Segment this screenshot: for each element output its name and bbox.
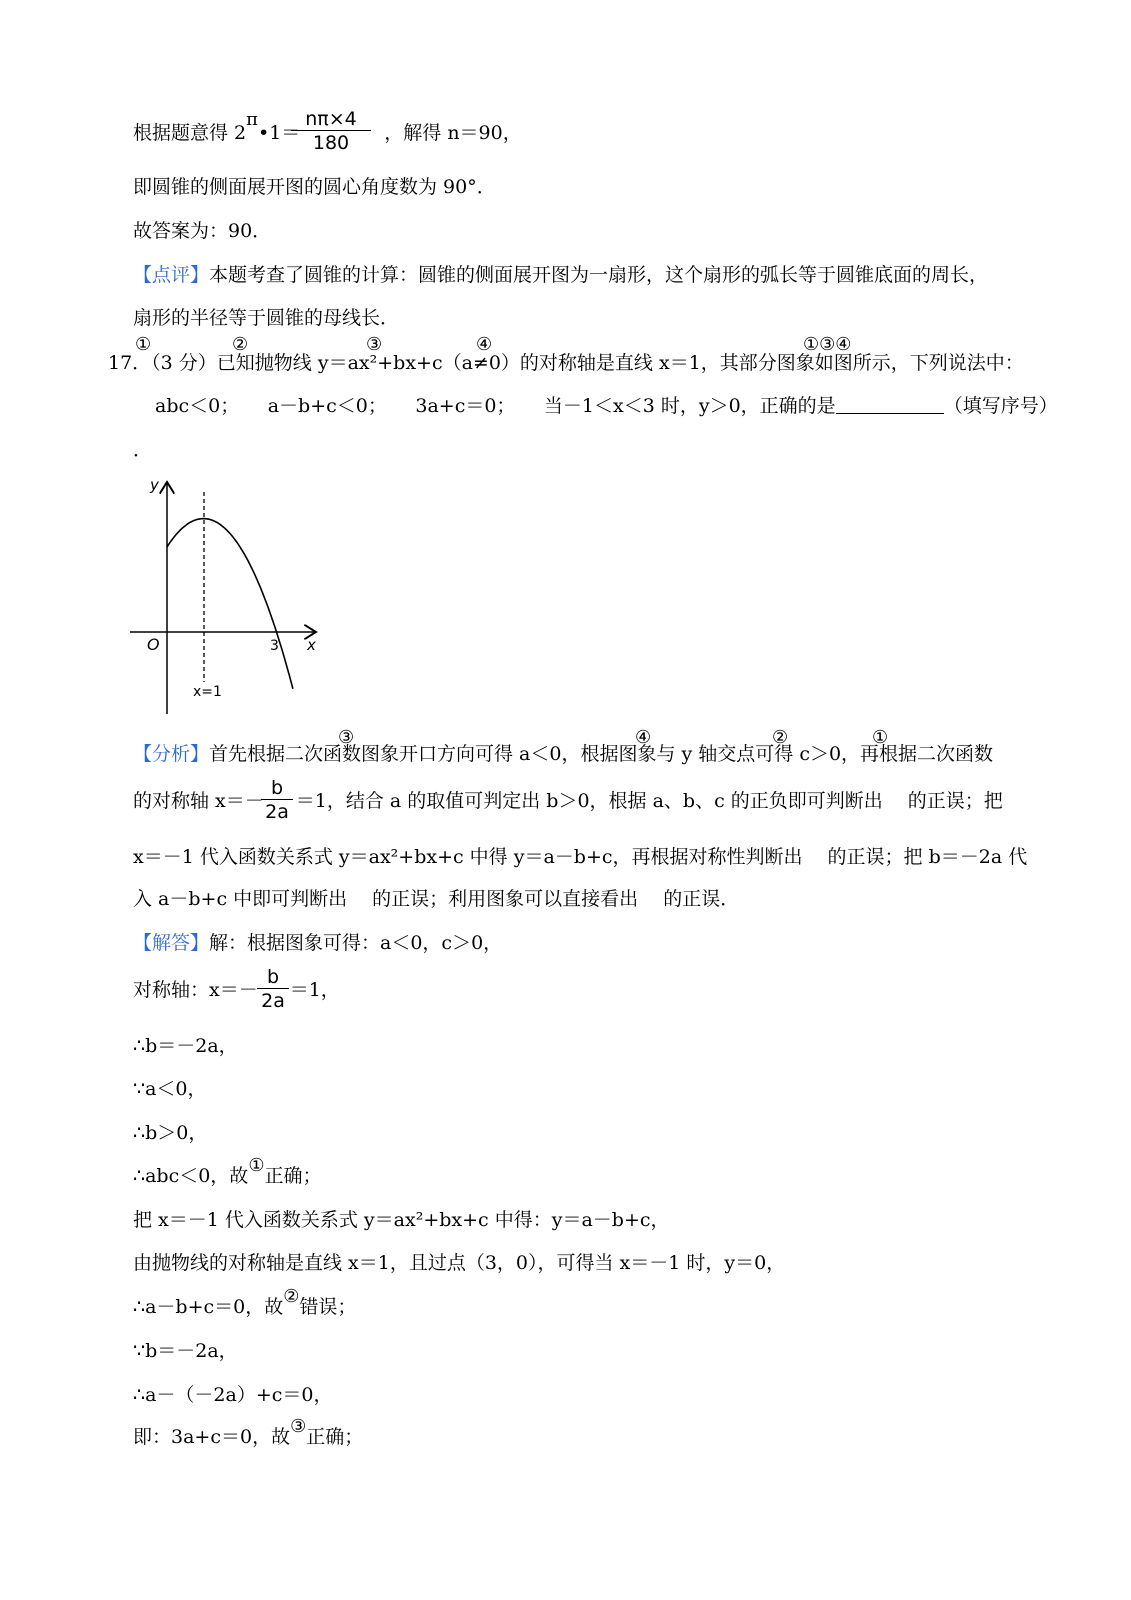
solution-s4 bbox=[133, 1155, 322, 1189]
solution-line-1 bbox=[133, 931, 502, 955]
solution-s1: ∴b＝－2a， bbox=[133, 1035, 238, 1057]
parabola-curve bbox=[167, 519, 293, 689]
solution-axis-line bbox=[133, 978, 340, 1002]
solution-s7-post: 错误； bbox=[299, 1296, 357, 1318]
q17-answer-marks: ①③④ bbox=[803, 334, 852, 355]
comment-line-1 bbox=[133, 263, 988, 287]
solution-first: 解：根据图象可得：a＜0，c＞0， bbox=[209, 932, 503, 954]
solution-s7-pre: ∴a－b+c＝0，故 bbox=[133, 1296, 284, 1318]
solution-fraction-denominator: 2a bbox=[261, 990, 285, 1012]
analysis-circle-4: ④ bbox=[635, 727, 652, 748]
solution-circle-3: ③ bbox=[290, 1416, 307, 1437]
q17-circle-4: ④ bbox=[476, 334, 493, 355]
analysis-text-2-pre: 的对称轴 x＝－ bbox=[133, 790, 264, 812]
analysis-fraction bbox=[261, 778, 293, 824]
solution-axis-pre: 对称轴：x＝－ bbox=[133, 979, 258, 1001]
parabola-graph bbox=[128, 474, 328, 719]
comment-text-1: 本题考查了圆锥的计算：圆锥的侧面展开图为一扇形，这个扇形的弧长等于圆锥底面的周长， bbox=[209, 264, 989, 286]
intro-fraction bbox=[291, 108, 371, 155]
analysis-line-4: 入 a－b+c 中即可判断出 的正误；利用图象可以直接看出 的正误． bbox=[133, 888, 740, 910]
solution-s2: ∵a＜0， bbox=[133, 1078, 207, 1100]
q17-options bbox=[155, 394, 1058, 418]
solution-circle-2: ② bbox=[283, 1286, 300, 1307]
solution-s8: ∵b＝－2a， bbox=[133, 1340, 238, 1362]
x-axis-label: x bbox=[307, 636, 316, 654]
q17-dot: ． bbox=[133, 439, 153, 461]
intro-suffix: ，解得 n＝90， bbox=[384, 122, 522, 144]
solution-s3: ∴b＞0， bbox=[133, 1122, 208, 1144]
root-label: 3 bbox=[270, 638, 279, 654]
solution-circle-1: ① bbox=[248, 1155, 265, 1176]
axis-equation-label: x=1 bbox=[193, 684, 222, 700]
solution-s10 bbox=[133, 1416, 364, 1450]
q17-circle-1: ① bbox=[135, 334, 152, 355]
solution-tag: 【解答】 bbox=[133, 932, 210, 954]
q17-stem: 17．（3 分）已知抛物线 y＝ax²+bx+c（a≠0）的对称轴是直线 x＝1，其部分图象如图所示，下列说法中： bbox=[108, 352, 1024, 374]
analysis-line-3: x＝－1 代入函数关系式 y＝ax²+bx+c 中得 y＝a－b+c，再根据对称性判断出 的正误；把 b＝－2a 代 bbox=[133, 846, 1028, 868]
analysis-circle-3: ③ bbox=[338, 727, 355, 748]
origin-label: O bbox=[147, 635, 160, 654]
answer-blank[interactable] bbox=[836, 395, 944, 414]
analysis-circle-2: ② bbox=[772, 727, 789, 748]
solution-s7 bbox=[133, 1286, 357, 1320]
comment-line-2: 扇形的半径等于圆锥的母线长． bbox=[133, 307, 400, 329]
solution-s4-post: 正确； bbox=[264, 1165, 322, 1187]
solution-s10-pre: 即：3a+c＝0，故 bbox=[133, 1426, 291, 1448]
y-axis-label: y bbox=[150, 476, 159, 494]
intro-prefix: 根据题意得 2 bbox=[133, 122, 247, 144]
comment-tag: 【点评】 bbox=[133, 264, 210, 286]
analysis-tag: 【分析】 bbox=[133, 743, 210, 765]
q17-circle-2: ② bbox=[232, 334, 249, 355]
solution-axis-post: ＝1， bbox=[289, 979, 340, 1001]
analysis-circle-1: ① bbox=[872, 727, 889, 748]
angle-line: 即圆锥的侧面展开图的圆心角度数为 90°． bbox=[133, 176, 496, 198]
q17-circle-3: ③ bbox=[366, 334, 383, 355]
intro-fraction-denominator: 180 bbox=[312, 132, 350, 154]
solution-s10-post: 正确； bbox=[306, 1426, 364, 1448]
intro-fraction-numerator: nπ×4 bbox=[291, 108, 371, 131]
solution-s9: ∴a－（－2a）+c＝0， bbox=[133, 1384, 333, 1406]
q17-options-post: （填写序号） bbox=[943, 395, 1058, 417]
answer16-line: 故答案为：90． bbox=[133, 220, 272, 242]
analysis-fraction-numerator: b bbox=[261, 778, 293, 800]
q17-options-text: abc＜0； a－b+c＜0； 3a+c＝0； 当－1＜x＜3 时，y＞0，正确的是 bbox=[155, 395, 836, 417]
analysis-text-1: 首先根据二次函数图象开口方向可得 a＜0，根据图象与 y 轴交点可得 c＞0，再根据二次函数 bbox=[209, 743, 994, 765]
analysis-text-2-post: ＝1，结合 a 的取值可判定出 b＞0，根据 a、b、c 的正负即可判断出 的正误；把 bbox=[295, 790, 1003, 812]
solution-s6: 由抛物线的对称轴是直线 x＝1，且过点（3，0），可得当 x＝－1 时，y＝0， bbox=[133, 1252, 786, 1274]
pi-superscript: π bbox=[246, 109, 258, 130]
solution-fraction-numerator: b bbox=[257, 967, 289, 989]
solution-s5: 把 x＝－1 代入函数关系式 y＝ax²+bx+c 中得：y＝a－b+c， bbox=[133, 1209, 670, 1231]
solution-fraction bbox=[257, 967, 289, 1013]
analysis-line-1 bbox=[133, 742, 993, 766]
solution-s4-pre: ∴abc＜0，故 bbox=[133, 1165, 249, 1187]
intro-mid: •1＝ bbox=[257, 122, 301, 144]
analysis-fraction-denominator: 2a bbox=[265, 801, 289, 823]
